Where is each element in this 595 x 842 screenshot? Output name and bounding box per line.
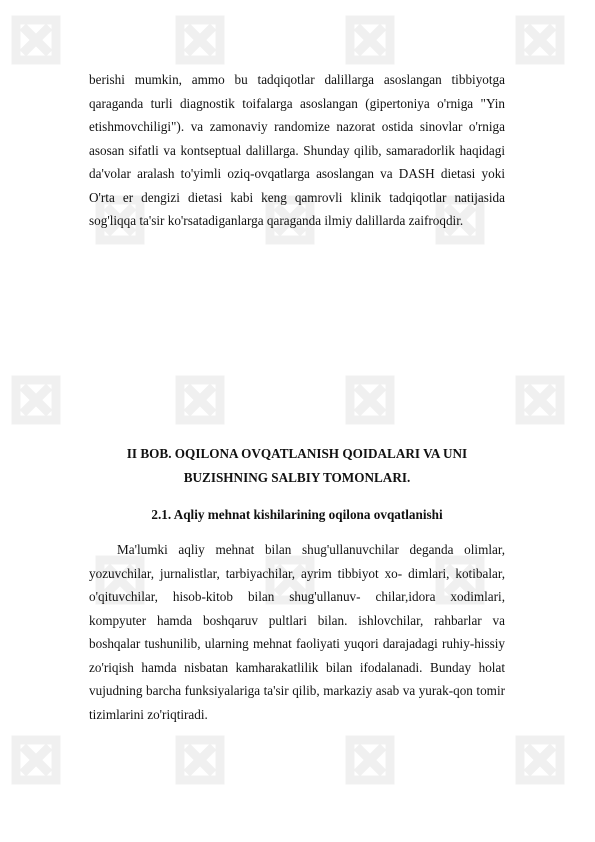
watermark-mark bbox=[16, 380, 56, 420]
watermark-mark bbox=[180, 380, 220, 420]
watermark-mark bbox=[350, 20, 390, 60]
watermark-mark bbox=[16, 740, 56, 780]
watermark-mark bbox=[350, 740, 390, 780]
chapter-title-line-2: BUZISHNING SALBIY TOMONLARI. bbox=[183, 469, 411, 485]
intro-paragraph: berishi mumkin, ammo bu tadqiqotlar dalillarga asoslangan tibbiyotga qaraganda turli diagnostik toifalarga asoslangan (gipertoniya o'rniga "Yin etishmovchiligi"). va zamonaviy randomize nazorat ostida sinovlar o'rniga asosan sifatli va kontseptual dalillarga. Shunday qilib, samaradorlik haqidagi da'volar aralash to'yimli oziq-ovqatlarga asoslangan va DASH dietasi yoki O'rta er dengizi dietasi kabi keng qamrovli klinik tadqiqotlar natijasida sog'liqqa ta'sir ko'rsatadiganlarga qaraganda ilmiy dalillarda zaifroqdir. bbox=[89, 72, 505, 228]
section-title: 2.1. Aqliy mehnat kishilarining oqilona ovqatlanishi bbox=[151, 507, 443, 522]
watermark-mark bbox=[520, 20, 560, 60]
watermark-mark bbox=[350, 380, 390, 420]
chapter-title-line-1: II BOB. OQILONA OVQATLANISH QOIDALARI VA UNI bbox=[126, 446, 468, 461]
watermark-mark bbox=[520, 740, 560, 780]
watermark-mark bbox=[180, 740, 220, 780]
watermark-mark bbox=[520, 380, 560, 420]
watermark-mark bbox=[16, 20, 56, 60]
watermark-mark bbox=[180, 20, 220, 60]
body-paragraph: Ma'lumki aqliy mehnat bilan shug'ullanuvchilar deganda olimlar, yozuvchilar, jurnalistlar, tarbiyachilar, ayrim tibbiyot xo- dimlari, kotibalar, o'qituvchilar, hisob-kitob bilan shug'ullanuv- chilar,idora xodimlari, kompyuter hamda boshqaruv pultlari bilan. ishlovchilar, rahbarlar va boshqalar tushunilib, ularning mehnat faoliyati yuqori darajadagi ruhiy-hissiy zo'riqish hamda nisbatan kamharakatlilik bilan ifodalanadi. Bunday holat vujudning barcha funksiyalariga ta'sir qilib, markaziy asab va yurak-qon tomir tizimlarini zo'riqtiradi. bbox=[89, 542, 505, 722]
chapter-title bbox=[89, 442, 505, 489]
